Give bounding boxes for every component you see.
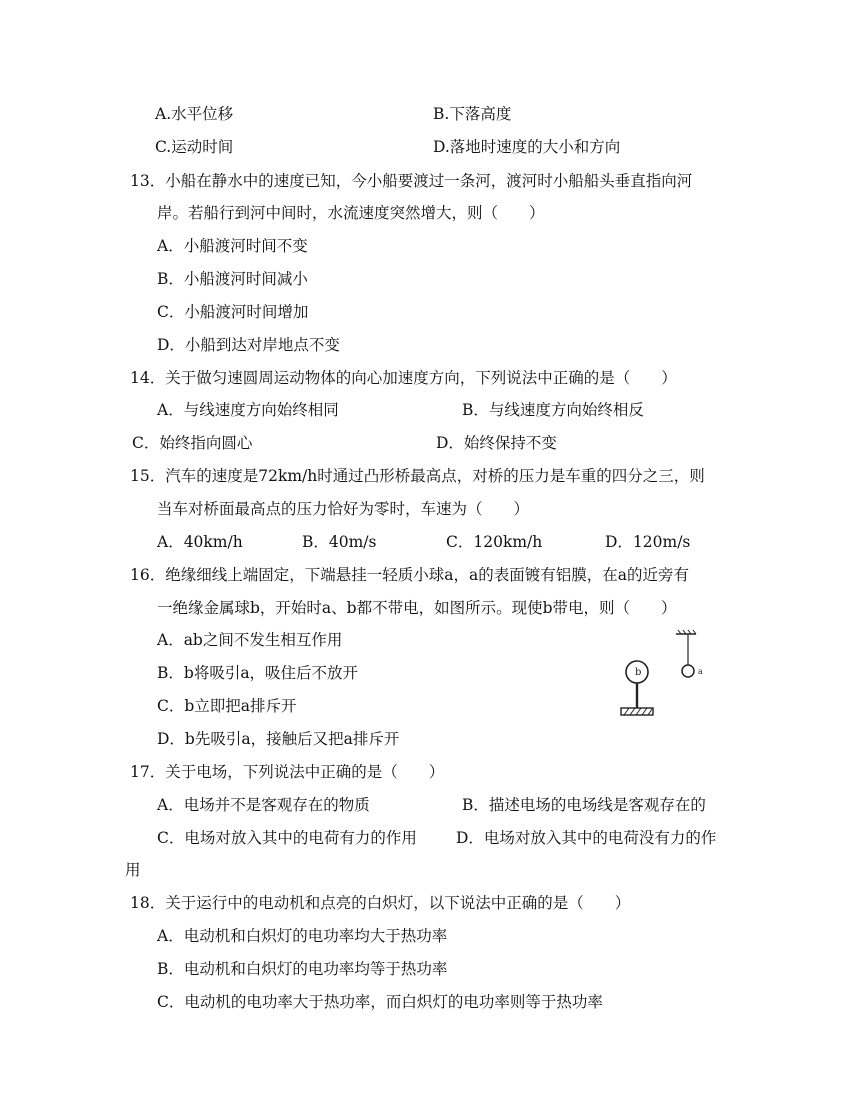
q16-option-d: D．b先吸引a，接触后又把a排斥开: [157, 730, 400, 748]
q15-option-d: D．120m/s: [605, 533, 691, 551]
q12-option-b: B.下落高度: [433, 105, 512, 123]
q12-option-d: D.落地时速度的大小和方向: [433, 138, 621, 156]
q16-stem-line1: 16．绝缘细线上端固定，下端悬挂一轻质小球a，a的表面镀有铝膜，在a的近旁有: [130, 566, 689, 584]
q13-option-d: D．小船到达对岸地点不变: [157, 336, 340, 354]
q14-option-c: C．始终指向圆心: [132, 434, 253, 452]
q14-option-b: B．与线速度方向始终相反: [462, 401, 644, 419]
q18-option-c: C．电动机的电功率大于热功率，而白炽灯的电功率则等于热功率: [157, 993, 603, 1011]
q17-stem-line1: 17．关于电场，下列说法中正确的是（ ）: [130, 763, 445, 781]
q17-option-d: D．电场对放入其中的电荷没有力的作: [456, 829, 717, 847]
q16-figure: [612, 628, 722, 720]
label-a: a: [698, 667, 703, 676]
q13-stem-line1: 13．小船在静水中的速度已知，今小船要渡过一条河，渡河时小船船头垂直指向河: [130, 172, 693, 190]
q15-option-c: C．120km/h: [446, 533, 543, 551]
q12-option-a: A.水平位移: [155, 105, 234, 123]
q17-option-c: C．电场对放入其中的电荷有力的作用: [157, 829, 417, 847]
q13-stem-line2: 岸。若船行到河中间时，水流速度突然增大，则（ ）: [157, 204, 545, 222]
q16-stem-line2: 一绝缘金属球b，开始时a、b都不带电，如图所示。现使b带电，则（ ）: [157, 599, 677, 617]
q17-option-b: B．描述电场的电场线是客观存在的: [462, 796, 706, 814]
q18-option-b: B．电动机和白炽灯的电功率均等于热功率: [157, 960, 448, 978]
q14-stem-line1: 14．关于做匀速圆周运动物体的向心加速度方向，下列说法中正确的是（ ）: [130, 369, 677, 387]
q12-option-c: C.运动时间: [155, 138, 234, 156]
q17-option-d-wrap: 用: [125, 861, 141, 879]
q14-option-a: A．与线速度方向始终相同: [157, 401, 339, 419]
ceiling-support: [676, 630, 696, 634]
q15-option-a: A．40km/h: [157, 533, 243, 551]
q13-option-c: C．小船渡河时间增加: [157, 303, 309, 321]
label-b: b: [635, 667, 642, 678]
q13-option-b: B．小船渡河时间减小: [157, 270, 308, 288]
q17-option-a: A．电场并不是客观存在的物质: [157, 796, 370, 814]
q13-option-a: A．小船渡河时间不变: [157, 237, 308, 255]
sphere-a: [682, 665, 694, 677]
q18-stem-line1: 18．关于运行中的电动机和点亮的白炽灯，以下说法中正确的是（ ）: [130, 894, 631, 912]
q16-option-c: C．b立即把a排斥开: [157, 697, 297, 715]
q16-option-a: A．ab之间不发生相互作用: [157, 631, 343, 649]
q15-stem-line2: 当车对桥面最高点的压力恰好为零时，车速为（ ）: [157, 500, 530, 518]
q15-stem-line1: 15．汽车的速度是72km/h时通过凸形桥最高点，对桥的压力是车重的四分之三，则: [130, 467, 705, 485]
q15-option-b: B．40m/s: [302, 533, 377, 551]
q16-option-b: B．b将吸引a，吸住后不放开: [157, 664, 359, 682]
q14-option-d: D．始终保持不变: [436, 434, 557, 452]
q18-option-a: A．电动机和白炽灯的电功率均大于热功率: [157, 927, 448, 945]
